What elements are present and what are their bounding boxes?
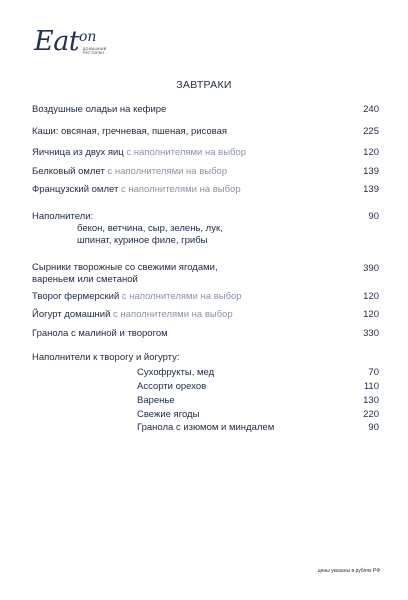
topping-price: 90 <box>368 422 379 433</box>
menu-item-name: Белковый омлет с наполнителями на выбор <box>32 166 228 177</box>
menu-item-note: с наполнителями на выбор <box>126 147 247 158</box>
menu-item-note: с наполнителями на выбор <box>120 184 241 195</box>
menu-item-name: Яичница из двух яиц с наполнителями на выбор <box>32 147 247 158</box>
menu-section-title: ЗАВТРАКИ <box>176 79 232 91</box>
toppings-label: Наполнители к творогу и йогурту: <box>32 352 180 363</box>
menu-item-price: 225 <box>363 126 379 137</box>
topping-price: 220 <box>363 409 379 420</box>
fillings-price: 90 <box>368 211 379 222</box>
menu-item-name: Каши: овсяная, гречневая, пшеная, рисовая <box>32 126 228 137</box>
menu-item-name: Французский омлет с наполнителями на выбор <box>32 184 241 195</box>
menu-item-name: Творог фермерский с наполнителями на выбор <box>32 291 242 302</box>
syrniki-name-line-2: вареньем или сметаной <box>32 274 138 285</box>
topping-name: Сухофрукты, мед <box>137 367 215 378</box>
menu-item-price: 120 <box>363 147 379 158</box>
menu-item-note: с наполнителями на выбор <box>113 309 233 320</box>
topping-name: Гранола с изюмом и миндалем <box>137 422 275 433</box>
topping-name: Свежие ягоды <box>137 409 200 420</box>
topping-name: Варенье <box>137 395 175 406</box>
logo-accent-text: on <box>79 29 97 45</box>
restaurant-logo <box>34 26 124 66</box>
topping-name: Ассорти орехов <box>137 381 207 392</box>
topping-price: 110 <box>363 381 379 392</box>
menu-item-note: с наполнителями на выбор <box>121 291 242 302</box>
topping-price: 70 <box>368 367 379 378</box>
menu-item-name: Воздушные оладьи на кефире <box>32 104 167 115</box>
menu-item-name: Гранола с малиной и творогом <box>32 328 168 339</box>
logo-main-text: Eat <box>34 26 80 57</box>
menu-item-price: 139 <box>363 184 379 195</box>
menu-item-price: 120 <box>363 309 379 320</box>
topping-price: 130 <box>363 395 379 406</box>
menu-item-price: 330 <box>363 328 379 339</box>
logo-subtitle: ДОМАШНИЙ РЕСТОРАН <box>83 47 107 56</box>
syrniki-name-line-1: Сырники творожные со свежими ягодами, <box>32 262 218 273</box>
menu-item-price: 120 <box>363 291 379 302</box>
menu-item-note: с наполнителями на выбор <box>107 166 228 177</box>
syrniki-price: 390 <box>363 263 379 274</box>
fillings-list-line-1: бекон, ветчина, сыр, зелень, лук, <box>77 223 223 234</box>
fillings-label: Наполнители: <box>32 211 94 222</box>
menu-item-price: 139 <box>363 166 379 177</box>
price-currency-note: цены указаны в рублях РФ <box>317 568 380 574</box>
menu-item-name: Йогурт домашний с наполнителями на выбор <box>32 309 233 320</box>
menu-item-price: 240 <box>363 104 379 115</box>
fillings-list-line-2: шпинат, куриное филе, грибы <box>77 235 208 246</box>
